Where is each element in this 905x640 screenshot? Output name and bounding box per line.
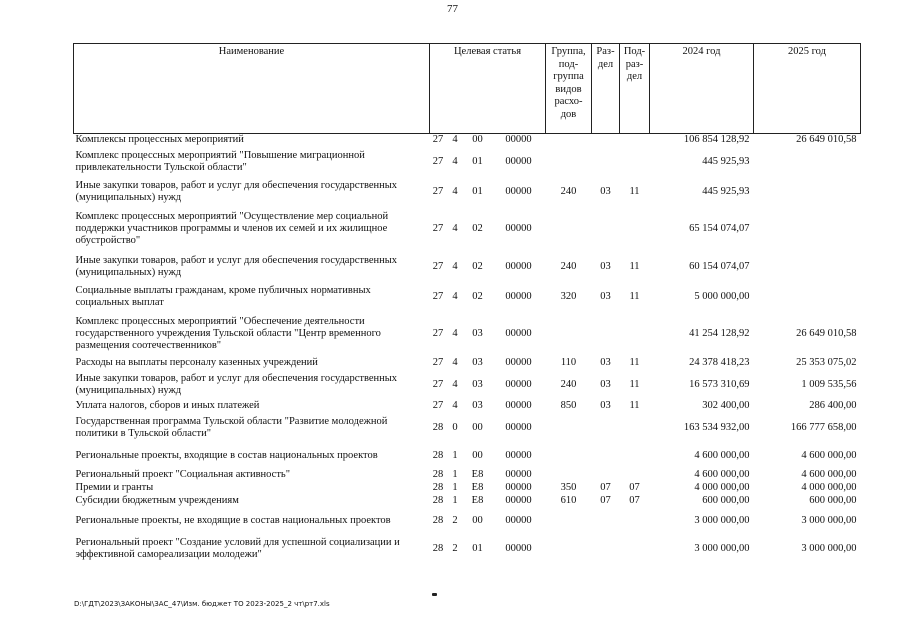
row-name: Комплекс процессных мероприятий "Повышение миграционной привлекательности Тульской области" [75, 149, 365, 173]
row-amount-2025: 286 400,00 [809, 400, 857, 411]
row-target-part4: 00000 [505, 378, 532, 390]
row-target-part2: 0 [452, 421, 458, 433]
row-amount-2025: 26 649 010,58 [796, 328, 857, 339]
row-target-part4: 00000 [505, 223, 532, 234]
header-target-article: Целевая статья [430, 44, 546, 134]
row-amount-2024: 16 573 310,69 [689, 378, 750, 390]
row-subsection: 11 [629, 185, 640, 197]
row-section [592, 469, 620, 482]
row-target-part2: 2 [452, 542, 458, 554]
row-amount-2025: 600 000,00 [809, 495, 857, 506]
row-section [592, 312, 620, 357]
row-target-part3: 00 [472, 421, 483, 433]
row-amount-2025: 4 600 000,00 [801, 449, 857, 461]
row-target-part3: 03 [472, 378, 483, 390]
row-name: Премии и гранты [75, 482, 154, 493]
row-target-part2: 4 [452, 400, 458, 411]
row-subsection: 07 [629, 482, 640, 493]
table-row [74, 370, 861, 400]
row-target-part3: 02 [472, 260, 483, 272]
row-target-part3: E8 [471, 482, 484, 493]
row-target-part3: 02 [472, 290, 483, 302]
row-subsection [620, 413, 650, 443]
row-expense-group [546, 469, 592, 482]
row-target-part3: 00 [472, 449, 483, 461]
row-amount-2025: 25 353 075,02 [796, 357, 857, 368]
row-target-part2: 4 [452, 223, 458, 234]
row-amount-2024: 4 600 000,00 [694, 449, 750, 461]
table-row [74, 282, 861, 312]
table-row [74, 312, 861, 357]
row-expense-group: 110 [560, 357, 577, 368]
row-section: 03 [600, 378, 611, 390]
row-target-part3: 02 [472, 223, 483, 234]
row-section [592, 508, 620, 534]
row-subsection: 11 [629, 290, 640, 302]
table-row [74, 495, 861, 508]
row-subsection [620, 508, 650, 534]
row-amount-2024: 302 400,00 [702, 400, 750, 411]
row-target-part4: 00000 [505, 260, 532, 272]
row-target-part4: 00000 [505, 449, 532, 461]
row-section: 03 [600, 185, 611, 197]
row-name: Региональные проекты, не входящие в состав национальных проектов [75, 514, 391, 526]
header-section: Раз- дел [592, 44, 620, 134]
row-expense-group [546, 413, 592, 443]
row-amount-2025 [754, 147, 861, 177]
row-target-part2: 4 [452, 378, 458, 390]
row-target-part1: 27 [432, 155, 444, 167]
table-row [74, 207, 861, 252]
page-mark [432, 593, 437, 596]
row-name: Государственная программа Тульской области "Развитие молодежной политики в Тульской области" [75, 415, 388, 439]
row-target-part1: 27 [432, 378, 444, 390]
table-row [74, 508, 861, 534]
row-target-part1: 27 [432, 185, 444, 197]
row-subsection [620, 147, 650, 177]
row-amount-2025: 166 777 658,00 [790, 421, 857, 433]
row-target-part2: 4 [452, 357, 458, 368]
row-target-part2: 4 [452, 328, 458, 339]
row-target-part2: 4 [452, 155, 458, 167]
row-target-part2: 4 [452, 185, 458, 197]
row-target-part3: 03 [472, 400, 483, 411]
row-subsection [620, 207, 650, 252]
row-target-part1: 28 [432, 514, 444, 526]
row-target-part3: 01 [472, 155, 483, 167]
row-target-part4: 00000 [492, 134, 546, 147]
row-amount-2025: 26 649 010,58 [754, 134, 861, 147]
table-row [74, 413, 861, 443]
header-expense-group: Группа, под- группа видов расхо- дов [546, 44, 592, 134]
row-expense-group [546, 147, 592, 177]
row-target-part2: 2 [452, 514, 458, 526]
row-expense-group: 610 [560, 495, 577, 506]
row-target-part3: 00 [464, 134, 492, 147]
row-target-part2: 1 [452, 482, 458, 493]
row-target-part3: 01 [472, 542, 483, 554]
row-expense-group [546, 534, 592, 564]
row-subsection: 11 [629, 378, 640, 390]
row-target-part2: 4 [447, 134, 464, 147]
row-target-part4: 00000 [505, 495, 532, 506]
table-row [74, 147, 861, 177]
row-name: Расходы на выплаты персоналу казенных учреждений [75, 357, 318, 368]
row-expense-group: 240 [560, 185, 577, 197]
page-number: 77 [447, 3, 458, 15]
row-target-part1: 28 [432, 482, 444, 493]
row-amount-2024: 4 000 000,00 [694, 482, 750, 493]
row-name: Иные закупки товаров, работ и услуг для обеспечения государственных (муниципальных) нужд [75, 179, 398, 203]
row-target-part1: 27 [432, 400, 444, 411]
row-target-part2: 4 [452, 290, 458, 302]
row-target-part1: 27 [432, 223, 444, 234]
table-row [74, 252, 861, 282]
header-subsection: Под- раз- дел [620, 44, 650, 134]
row-target-part3: 03 [472, 328, 483, 339]
row-amount-2025: 4 000 000,00 [801, 482, 857, 493]
row-amount-2025 [754, 252, 861, 282]
row-amount-2025 [754, 282, 861, 312]
row-subsection: 11 [629, 357, 640, 368]
row-target-part4: 00000 [505, 155, 532, 167]
row-target-part4: 00000 [505, 482, 532, 493]
row-amount-2025 [754, 207, 861, 252]
row-target-part1: 28 [432, 542, 444, 554]
row-name: Комплекс процессных мероприятий "Обеспечение деятельности государственного учреждения Тульской области "Центр временного размещения соотечественников" [75, 316, 381, 351]
row-section: 03 [600, 400, 611, 411]
row-target-part3: E8 [471, 469, 484, 480]
header-name: Наименование [74, 44, 430, 134]
row-expense-group: 320 [560, 290, 577, 302]
row-name: Уплата налогов, сборов и иных платежей [75, 400, 260, 411]
file-path-footer: D:\ГДТ\2023\ЗАКОНЫ\ЗАС_47\Изм. бюджет ТО 2023-2025_2 чт\рт7.xls [74, 600, 330, 608]
row-target-part1: 28 [432, 495, 444, 506]
row-name: Региональный проект "Создание условий для успешной социализации и эффективной самореализации молодежи" [75, 536, 400, 560]
row-expense-group [546, 207, 592, 252]
row-target-part2: 4 [452, 260, 458, 272]
row-target-part4: 00000 [505, 421, 532, 433]
table-row [74, 177, 861, 207]
header-year-2024: 2024 год [650, 44, 754, 134]
row-target-part3: 03 [472, 357, 483, 368]
row-name: Иные закупки товаров, работ и услуг для обеспечения государственных (муниципальных) нужд [75, 372, 398, 396]
table-row [74, 482, 861, 495]
row-subsection [620, 534, 650, 564]
row-amount-2024: 163 534 932,00 [683, 421, 750, 433]
row-target-part4: 00000 [505, 328, 532, 339]
row-amount-2024: 65 154 074,07 [689, 223, 750, 234]
table-row [74, 134, 861, 147]
table-row [74, 357, 861, 370]
row-expense-group: 850 [560, 400, 577, 411]
row-amount-2024: 41 254 128,92 [689, 328, 750, 339]
table-row [74, 469, 861, 482]
row-amount-2024: 3 000 000,00 [694, 514, 750, 526]
row-section [592, 147, 620, 177]
row-section [592, 207, 620, 252]
row-target-part2: 1 [452, 449, 458, 461]
row-target-part4: 00000 [505, 357, 532, 368]
row-subsection: 07 [629, 495, 640, 506]
table-body [74, 134, 861, 564]
row-section [592, 413, 620, 443]
row-section: 03 [600, 290, 611, 302]
table-header [74, 44, 861, 134]
row-target-part3: 01 [472, 185, 483, 197]
row-expense-group [546, 508, 592, 534]
row-section: 07 [600, 495, 611, 506]
row-amount-2024: 445 925,93 [702, 155, 750, 167]
row-amount-2024: 3 000 000,00 [694, 542, 750, 554]
row-target-part2: 1 [452, 469, 458, 480]
row-target-part4: 00000 [505, 542, 532, 554]
row-amount-2025 [754, 177, 861, 207]
table-row [74, 443, 861, 469]
row-amount-2024: 106 854 128,92 [650, 134, 754, 147]
row-name: Региональный проект "Социальная активность" [75, 469, 290, 480]
row-target-part4: 00000 [505, 185, 532, 197]
row-amount-2025: 1 009 535,56 [801, 378, 857, 390]
row-amount-2025: 3 000 000,00 [801, 514, 857, 526]
row-expense-group [546, 134, 592, 147]
row-subsection: 11 [629, 400, 640, 411]
row-amount-2024: 60 154 074,07 [689, 260, 750, 272]
row-target-part4: 00000 [505, 290, 532, 302]
row-target-part2: 1 [452, 495, 458, 506]
row-section [592, 443, 620, 469]
row-name: Субсидии бюджетным учреждениям [75, 495, 239, 506]
row-target-part1: 27 [430, 134, 447, 147]
row-name: Региональные проекты, входящие в состав национальных проектов [75, 449, 378, 461]
budget-table [73, 43, 861, 564]
row-amount-2024: 445 925,93 [702, 185, 750, 197]
row-target-part1: 27 [432, 260, 444, 272]
row-section: 03 [600, 260, 611, 272]
row-target-part1: 28 [432, 421, 444, 433]
row-target-part1: 27 [432, 290, 444, 302]
row-amount-2024: 24 378 418,23 [689, 357, 750, 368]
row-target-part1: 28 [432, 449, 444, 461]
row-name: Комплексы процессных мероприятий [74, 134, 430, 147]
row-section [592, 134, 620, 147]
row-amount-2024: 600 000,00 [702, 495, 750, 506]
row-amount-2024: 4 600 000,00 [694, 469, 750, 480]
row-target-part3: E8 [471, 495, 484, 506]
row-amount-2025: 3 000 000,00 [801, 542, 857, 554]
row-expense-group: 240 [560, 378, 577, 390]
row-expense-group [546, 443, 592, 469]
row-name: Социальные выплаты гражданам, кроме публичных нормативных социальных выплат [75, 284, 371, 308]
row-target-part4: 00000 [505, 469, 532, 480]
row-target-part4: 00000 [505, 400, 532, 411]
row-section [592, 534, 620, 564]
table-row [74, 400, 861, 413]
row-target-part1: 27 [432, 357, 444, 368]
row-section: 07 [600, 482, 611, 493]
row-amount-2024: 5 000 000,00 [694, 290, 750, 302]
row-expense-group: 240 [560, 260, 577, 272]
row-amount-2025: 4 600 000,00 [801, 469, 857, 480]
row-target-part3: 00 [472, 514, 483, 526]
row-subsection [620, 443, 650, 469]
row-subsection [620, 134, 650, 147]
row-expense-group: 350 [560, 482, 577, 493]
row-target-part1: 28 [432, 469, 444, 480]
row-target-part1: 27 [432, 328, 444, 339]
row-name: Иные закупки товаров, работ и услуг для обеспечения государственных (муниципальных) нужд [75, 254, 398, 278]
row-subsection: 11 [629, 260, 640, 272]
table-row [74, 534, 861, 564]
header-year-2025: 2025 год [754, 44, 861, 134]
row-expense-group [546, 312, 592, 357]
row-subsection [620, 312, 650, 357]
row-section: 03 [600, 357, 611, 368]
row-name: Комплекс процессных мероприятий "Осуществление мер социальной поддержки участников программы и членов их семей и их жилищное обустройство" [75, 211, 389, 246]
row-subsection [620, 469, 650, 482]
row-target-part4: 00000 [505, 514, 532, 526]
